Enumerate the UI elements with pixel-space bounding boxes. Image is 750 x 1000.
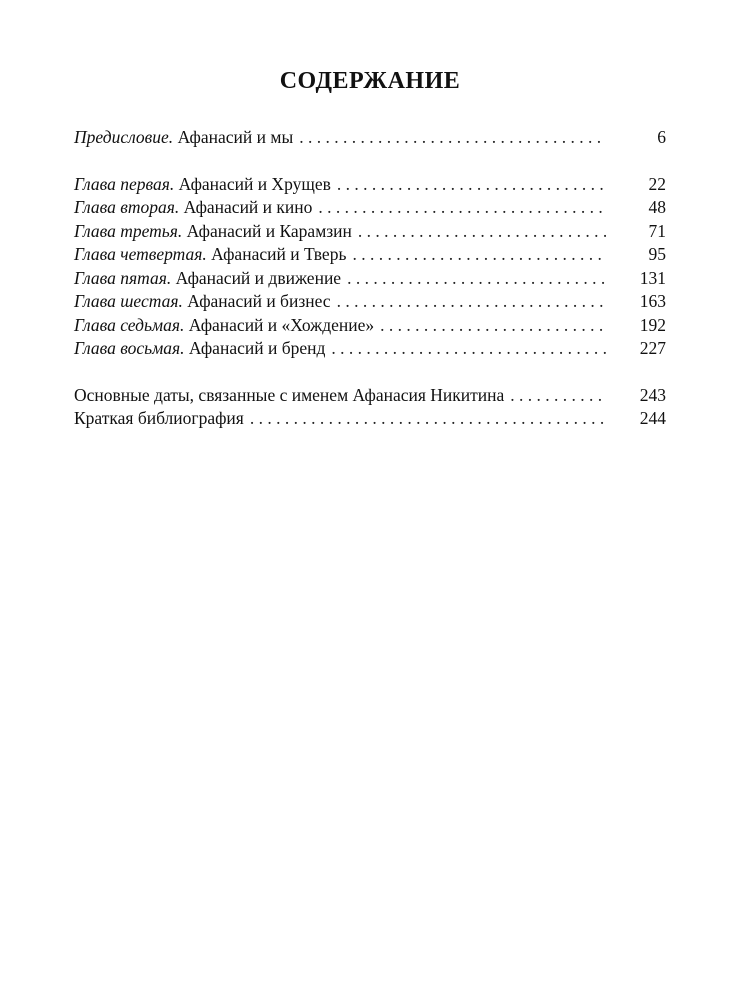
toc-entry-text: Афанасий и Карамзин xyxy=(182,220,352,241)
toc-entry-chapter-7[interactable] xyxy=(74,314,666,338)
dot-leader xyxy=(293,126,606,150)
toc-entry-page: 131 xyxy=(639,267,666,288)
dot-leader xyxy=(341,267,606,291)
toc-entry-page: 227 xyxy=(639,338,666,358)
toc-entry-chapter-4[interactable] xyxy=(74,243,666,267)
toc-entry-label xyxy=(74,314,374,338)
table-of-contents xyxy=(74,126,666,431)
toc-entry-text: Афанасий и Хрущев xyxy=(174,173,331,194)
toc-entry-text: Афанасий и бренд xyxy=(184,338,326,358)
toc-entry-text: Афанасий и Тверь xyxy=(206,244,347,264)
toc-entry-page: 22 xyxy=(648,173,666,194)
toc-entry-chapter-6[interactable] xyxy=(74,290,666,314)
toc-entry-text: Краткая библиография xyxy=(74,408,244,428)
toc-entry-page: 163 xyxy=(639,291,666,311)
dot-leader xyxy=(244,407,606,431)
toc-entry-prefix: Глава третья. xyxy=(74,220,183,241)
toc-entry-label xyxy=(74,173,331,197)
toc-entry-dates[interactable] xyxy=(74,384,666,408)
toc-entry-prefix: Глава восьмая. xyxy=(74,338,185,358)
dot-leader xyxy=(325,337,606,361)
toc-entry-label xyxy=(74,126,293,150)
toc-entry-prefix: Глава первая. xyxy=(74,173,175,194)
toc-entry-page: 243 xyxy=(639,384,666,405)
toc-entry-text: Афанасий и мы xyxy=(173,127,294,147)
toc-entry-text: Афанасий и «Хождение» xyxy=(184,314,375,335)
toc-chapters-group xyxy=(74,173,666,361)
toc-entry-page: 6 xyxy=(657,127,666,147)
toc-entry-page: 192 xyxy=(639,314,666,335)
toc-entry-bibliography[interactable] xyxy=(74,407,666,431)
dot-leader xyxy=(312,196,606,220)
toc-entry-page: 48 xyxy=(648,197,666,217)
toc-entry-page: 71 xyxy=(648,220,666,241)
toc-entry-label xyxy=(74,290,331,314)
toc-entry-prefix: Глава пятая. xyxy=(74,267,172,288)
toc-entry-chapter-1[interactable] xyxy=(74,173,666,197)
toc-entry-label xyxy=(74,196,312,220)
toc-entry-chapter-5[interactable] xyxy=(74,267,666,291)
toc-preface-group xyxy=(74,126,666,150)
dot-leader xyxy=(346,243,606,267)
toc-entry-label xyxy=(74,220,352,244)
dot-leader xyxy=(504,384,606,408)
dot-leader xyxy=(374,314,606,338)
toc-entry-page: 244 xyxy=(639,408,666,428)
dot-leader xyxy=(352,220,606,244)
toc-entry-text: Афанасий и бизнес xyxy=(182,291,331,311)
toc-entry-chapter-8[interactable] xyxy=(74,337,666,361)
toc-entry-prefix: Глава вторая. xyxy=(74,197,180,217)
toc-entry-prefix: Глава седьмая. xyxy=(74,314,185,335)
dot-leader xyxy=(331,173,606,197)
toc-entry-chapter-3[interactable] xyxy=(74,220,666,244)
toc-entry-prefix: Глава четвертая. xyxy=(74,244,207,264)
toc-entry-label xyxy=(74,243,346,267)
dot-leader xyxy=(331,290,606,314)
toc-entry-text: Афанасий и кино xyxy=(179,197,313,217)
toc-entry-text: Основные даты, связанные с именем Афанасия Никитина xyxy=(74,384,505,405)
toc-appendix-group xyxy=(74,384,666,431)
toc-entry-label xyxy=(74,337,325,361)
toc-entry-preface[interactable] xyxy=(74,126,666,150)
page-title: СОДЕРЖАНИЕ xyxy=(279,68,461,94)
toc-entry-label xyxy=(74,267,341,291)
toc-entry-page: 95 xyxy=(648,244,666,264)
toc-entry-prefix: Глава шестая. xyxy=(74,291,183,311)
toc-entry-prefix: Предисловие. xyxy=(74,127,174,147)
toc-entry-chapter-2[interactable] xyxy=(74,196,666,220)
toc-entry-text: Афанасий и движение xyxy=(171,267,342,288)
